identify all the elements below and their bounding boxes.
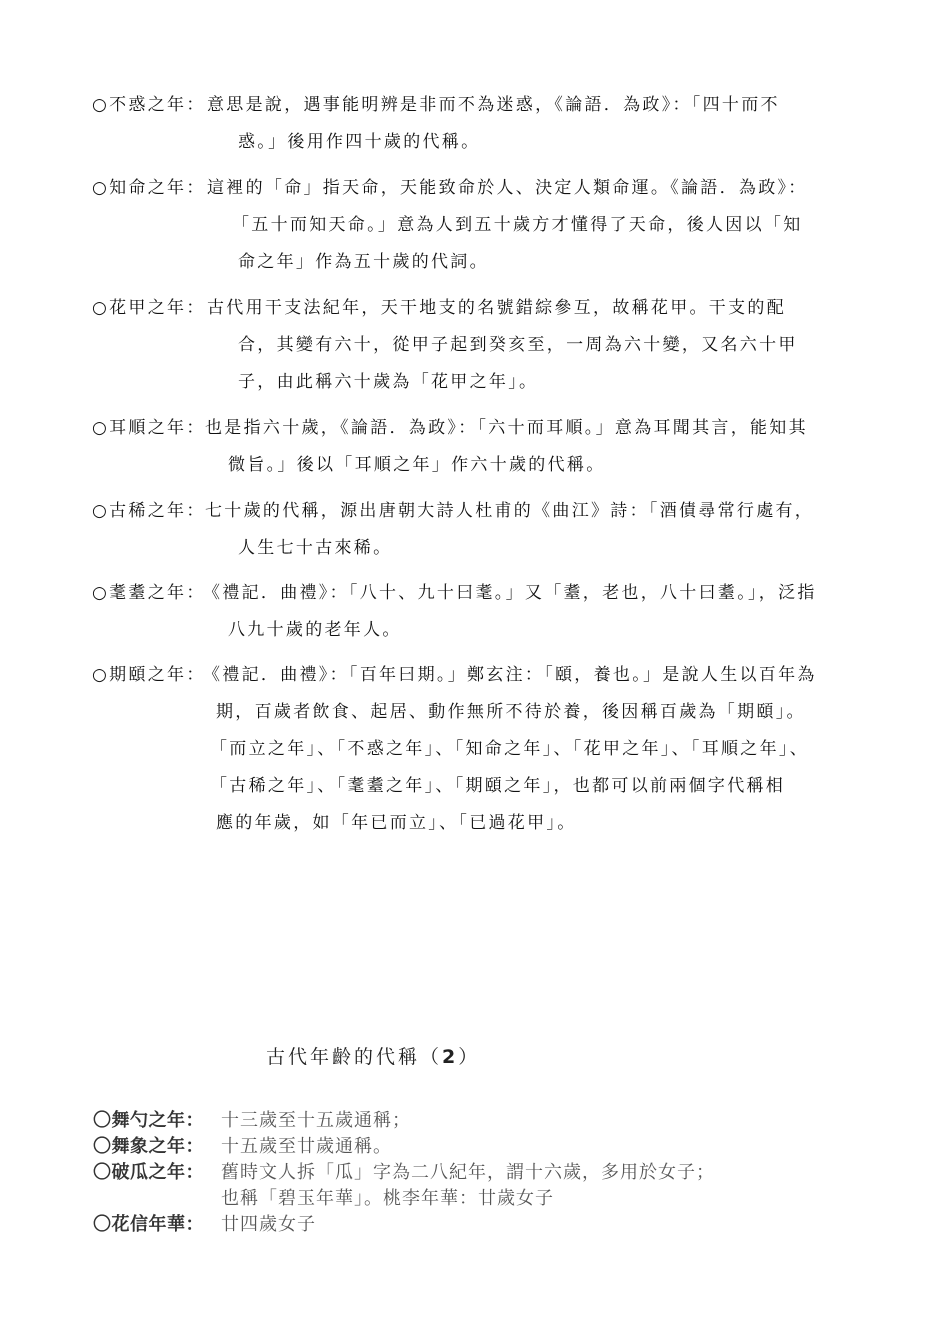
list-item-term: 〇舞象之年： — [93, 1136, 204, 1157]
entry-line: 人生七十古來稀。 — [238, 538, 393, 558]
entry-term: ○期頤之年： — [92, 665, 206, 685]
list-item — [93, 1134, 715, 1160]
section-title-close: ） — [458, 1046, 481, 1068]
entry-line: 子，由此稱六十歲為「花甲之年」。 — [238, 372, 539, 392]
list-item-term: 〇花信年華： — [93, 1214, 204, 1235]
age-terms-list — [93, 1108, 715, 1238]
list-item-term: 〇破瓜之年： — [93, 1162, 204, 1183]
entry-huajia — [92, 290, 862, 401]
entry-term: ○花甲之年： — [92, 298, 206, 318]
section-title-number: 2 — [442, 1046, 459, 1068]
list-item-term: 〇舞勺之年： — [93, 1110, 204, 1131]
entry-line: 應的年歲，如「年已而立」、「已過花甲」。 — [216, 813, 577, 833]
entry-line: 也是指六十歲，《論語．為政》：「六十而耳順。」意為耳聞其言，能知其 — [205, 418, 808, 438]
entry-zhiming — [92, 170, 862, 281]
entry-guxi — [92, 493, 862, 567]
entry-qiyi — [92, 657, 862, 842]
entry-line: 《禮記．曲禮》：「八十、九十曰耄。」又「耋，老也，八十曰耋。」，泛指 — [203, 583, 817, 603]
list-item-desc: 也稱「碧玉年華」。桃李年華：廿歲女子 — [221, 1188, 554, 1209]
list-item — [93, 1108, 715, 1134]
entry-term: ○耄耋之年： — [92, 583, 206, 603]
entry-line: 期，百歲者飲食、起居、動作無所不待於養，後因稱百歲為「期頤」。 — [216, 702, 806, 722]
section-title-text: 古代年齡的代稱（ — [266, 1046, 443, 1068]
entry-ershun — [92, 410, 862, 484]
entry-buhuo — [92, 87, 862, 161]
entry-line: 意思是說，遇事能明辨是非而不為迷惑，《論語．為政》：「四十而不 — [207, 95, 780, 115]
list-item — [93, 1212, 715, 1238]
list-item-continuation — [93, 1186, 715, 1212]
entry-term: ○耳順之年： — [92, 418, 206, 438]
entry-maodie — [92, 575, 862, 649]
list-item-desc: 廿四歲女子 — [221, 1214, 316, 1235]
entry-line: 惑。」後用作四十歲的代稱。 — [238, 132, 481, 152]
entry-term: ○古稀之年： — [92, 501, 206, 521]
entry-line: 合，其變有六十，從甲子起到癸亥至，一周為六十變，又名六十甲 — [238, 335, 798, 355]
list-item-desc: 十五歲至廿歲通稱。 — [221, 1136, 392, 1157]
entry-line: 古代用干支法紀年，天干地支的名號錯綜參互，故稱花甲。干支的配 — [207, 298, 786, 318]
list-item — [93, 1160, 715, 1186]
entry-line: 《禮記．曲禮》：「百年曰期。」鄭玄注：「頤，養也。」是說人生以百年為 — [203, 665, 817, 685]
entry-line: 「古稀之年」、「耄耋之年」、「期頤之年」，也都可以前兩個字代稱相 — [210, 776, 786, 796]
entry-term: ○不惑之年： — [92, 95, 206, 115]
entry-line: 「五十而知天命。」意為人到五十歲方才懂得了天命，後人因以「知 — [232, 215, 803, 235]
entry-line: 八九十歲的老年人。 — [228, 620, 402, 640]
section-title — [266, 1042, 480, 1069]
entry-line: 這裡的「命」指天命，天能致命於人、決定人類命運。《論語．為政》： — [207, 178, 808, 198]
entry-line: 命之年」作為五十歲的代詞。 — [238, 252, 489, 272]
list-item-desc: 舊時文人拆「瓜」字為二八紀年，謂十六歲，多用於女子； — [221, 1162, 715, 1183]
entry-line: 微旨。」後以「耳順之年」作六十歲的代稱。 — [228, 455, 606, 475]
list-item-desc: 十三歲至十五歲通稱； — [221, 1110, 411, 1131]
entry-term: ○知命之年： — [92, 178, 206, 198]
entry-line: 七十歲的代稱，源出唐朝大詩人杜甫的《曲江》詩：「酒債尋常行處有， — [205, 501, 815, 521]
entry-line: 「而立之年」、「不惑之年」、「知命之年」、「花甲之年」、「耳順之年」、 — [210, 739, 809, 759]
